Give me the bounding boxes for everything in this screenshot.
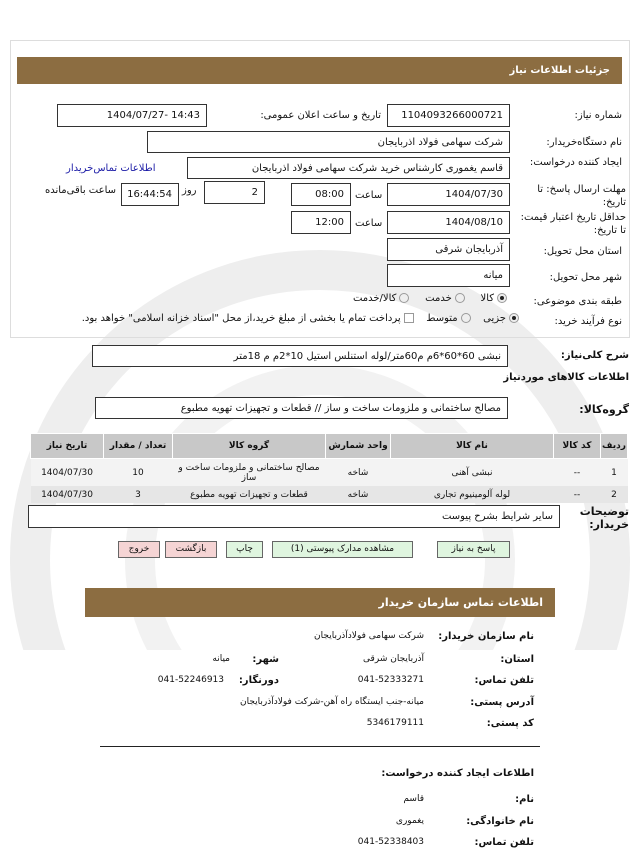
remaining-label: ساعت باقی‌مانده: [44, 185, 116, 196]
contact-header: اطلاعات تماس سازمان خریدار: [85, 588, 555, 617]
category-option-goods: کالا: [480, 293, 494, 304]
cell-row: 1: [601, 459, 628, 487]
announce-label: تاریخ و ساعت اعلان عمومی:: [260, 110, 381, 121]
announce-field[interactable]: 1404/07/27- 14:43: [57, 104, 207, 127]
cell-qty: 10: [104, 459, 173, 487]
notes-field[interactable]: سایر شرایط بشرح پیوست: [28, 505, 560, 528]
col-unit: واحد شمارش: [326, 434, 391, 459]
deadline-label: مهلت ارسال پاسخ: تا تاریخ:: [537, 184, 626, 208]
cell-code: --: [554, 486, 601, 503]
org-value: شرکت سهامی فولادآذربایجان: [314, 631, 424, 641]
group-field[interactable]: مصالح ساختمانی و ملزومات ساخت و ساز // قطعات و تجهیزات تهویه مطبوع: [95, 397, 508, 419]
process-option-minor: جزیی: [483, 313, 506, 324]
process-radio-group: [82, 313, 522, 324]
cell-code: --: [554, 459, 601, 487]
postal-label: کد پستی:: [486, 718, 534, 729]
buyer-label: نام دستگاه‌خریدار:: [546, 137, 622, 148]
buyer-contact-link[interactable]: اطلاعات تماس‌خریدار: [66, 163, 156, 174]
cell-date: 1404/07/30: [31, 459, 104, 487]
print-button[interactable]: چاپ: [226, 541, 263, 558]
col-code: کد کالا: [554, 434, 601, 459]
col-row: ردیف: [601, 434, 628, 459]
category-radio-goods[interactable]: [497, 293, 507, 303]
description-label: شرح کلی‌نیاز:: [560, 350, 629, 361]
buyer-field[interactable]: شرکت سهامی فولاد اذربایجان: [147, 131, 510, 153]
attachments-button[interactable]: مشاهده مدارک پیوستی (1): [272, 541, 413, 558]
creator-family-value: یغموری: [395, 816, 424, 826]
category-radio-both[interactable]: [399, 293, 409, 303]
province-field[interactable]: آذربایجان شرقی: [387, 238, 510, 261]
cell-name: لوله آلومینیوم تجاری: [391, 486, 554, 503]
category-radio-service[interactable]: [455, 293, 465, 303]
deadline-date-field[interactable]: 1404/07/30: [387, 183, 510, 206]
col-qty: تعداد / مقدار: [104, 434, 173, 459]
goods-table: [30, 433, 628, 503]
days-field: 2: [204, 181, 265, 204]
process-option-medium: متوسط: [426, 313, 458, 324]
cell-unit: شاخه: [326, 459, 391, 487]
contact-province-value: آذربایجان شرقی: [363, 654, 424, 664]
creator-phone-value: 041-52338403: [357, 837, 424, 847]
fax-label: دورنگار:: [238, 675, 279, 686]
deadline-time-field[interactable]: 08:00: [291, 183, 351, 206]
validity-time-field[interactable]: 12:00: [291, 211, 351, 234]
validity-time-label: ساعت: [355, 218, 383, 229]
cell-row: 2: [601, 486, 628, 503]
cell-unit: شاخه: [326, 486, 391, 503]
category-option-both: کالا/خدمت: [352, 293, 397, 304]
validity-date-field[interactable]: 1404/08/10: [387, 211, 510, 234]
cell-date: 1404/07/30: [31, 486, 104, 503]
creator-name-label: نام:: [515, 794, 534, 805]
category-radio-group: [353, 293, 510, 304]
need-number-label: شماره نیاز:: [574, 110, 622, 121]
org-label: نام سازمان خریدار:: [438, 631, 534, 642]
remaining-field: 16:44:54: [121, 183, 179, 206]
city-field[interactable]: میانه: [387, 264, 510, 287]
cell-name: نبشی آهنی: [391, 459, 554, 487]
creator-phone-label: تلفن تماس:: [474, 837, 534, 848]
payment-note: پرداخت تمام یا بخشی از مبلغ خرید،از محل "اسناد خزانه اسلامی" خواهد بود.: [81, 313, 401, 324]
province-label: استان محل تحویل:: [543, 246, 622, 257]
creator-name-value: قاسم: [403, 794, 424, 804]
cell-qty: 3: [104, 486, 173, 503]
exit-button[interactable]: خروج: [118, 541, 160, 558]
category-label: طبقه بندی موضوعی:: [533, 296, 622, 307]
validity-label: حداقل تاریخ اعتبار قیمت: تا تاریخ:: [520, 212, 626, 236]
need-number-field[interactable]: 1104093266000721: [387, 104, 510, 127]
table-row: [31, 486, 628, 503]
notes-label: توضیحات خریدار:: [579, 505, 629, 531]
days-label: روز: [182, 185, 197, 196]
contact-phone-label: تلفن تماس:: [474, 675, 534, 686]
process-radio-minor[interactable]: [509, 313, 519, 323]
details-header: جزئیات اطلاعات نیاز: [17, 57, 622, 84]
category-option-service: خدمت: [425, 293, 452, 304]
col-name: نام کالا: [391, 434, 554, 459]
fax-value: 041-52246913: [157, 675, 224, 685]
address-value: میانه-جنب ایستگاه راه آهن-شرکت فولادآذربایجان: [240, 697, 424, 707]
contact-province-label: استان:: [500, 654, 534, 665]
contact-phone-value: 041-52333271: [357, 675, 424, 685]
city-label: شهر محل تحویل:: [549, 272, 622, 283]
goods-title: اطلاعات کالاهای موردنیاز: [503, 372, 629, 383]
treasury-checkbox[interactable]: [404, 313, 414, 323]
table-row: [31, 459, 628, 487]
back-button[interactable]: بازگشت: [165, 541, 217, 558]
creator-field[interactable]: قاسم یغموری کارشناس خرید شرکت سهامی فولاد اذربایجان: [187, 157, 510, 179]
col-date: تاریخ نیاز: [31, 434, 104, 459]
table-header-row: [31, 434, 628, 459]
creator-info-title: اطلاعات ایجاد کننده درخواست:: [381, 768, 534, 779]
process-label: نوع فرآیند خرید:: [554, 316, 622, 327]
deadline-time-label: ساعت: [355, 190, 383, 201]
cell-group: قطعات و تجهیزات تهویه مطبوع: [173, 486, 326, 503]
creator-label: ایجاد کننده درخواست:: [529, 157, 622, 168]
contact-city-label: شهر:: [252, 654, 279, 665]
contact-city-value: میانه: [212, 654, 230, 664]
postal-value: 5346179111: [366, 718, 424, 728]
description-field[interactable]: نبشی 60*60*6م م60متر/لوله استنلس استیل 10*2م م 18متر: [92, 345, 508, 367]
col-group: گروه کالا: [173, 434, 326, 459]
cell-group: مصالح ساختمانی و ملزومات ساخت و ساز: [173, 459, 326, 487]
address-label: آدرس پستی:: [470, 697, 534, 708]
divider: [100, 746, 540, 747]
creator-family-label: نام خانوادگی:: [466, 816, 534, 827]
group-label: گروه‌کالا:: [579, 403, 629, 416]
reply-button[interactable]: پاسخ به نیاز: [437, 541, 510, 558]
process-radio-medium[interactable]: [461, 313, 471, 323]
